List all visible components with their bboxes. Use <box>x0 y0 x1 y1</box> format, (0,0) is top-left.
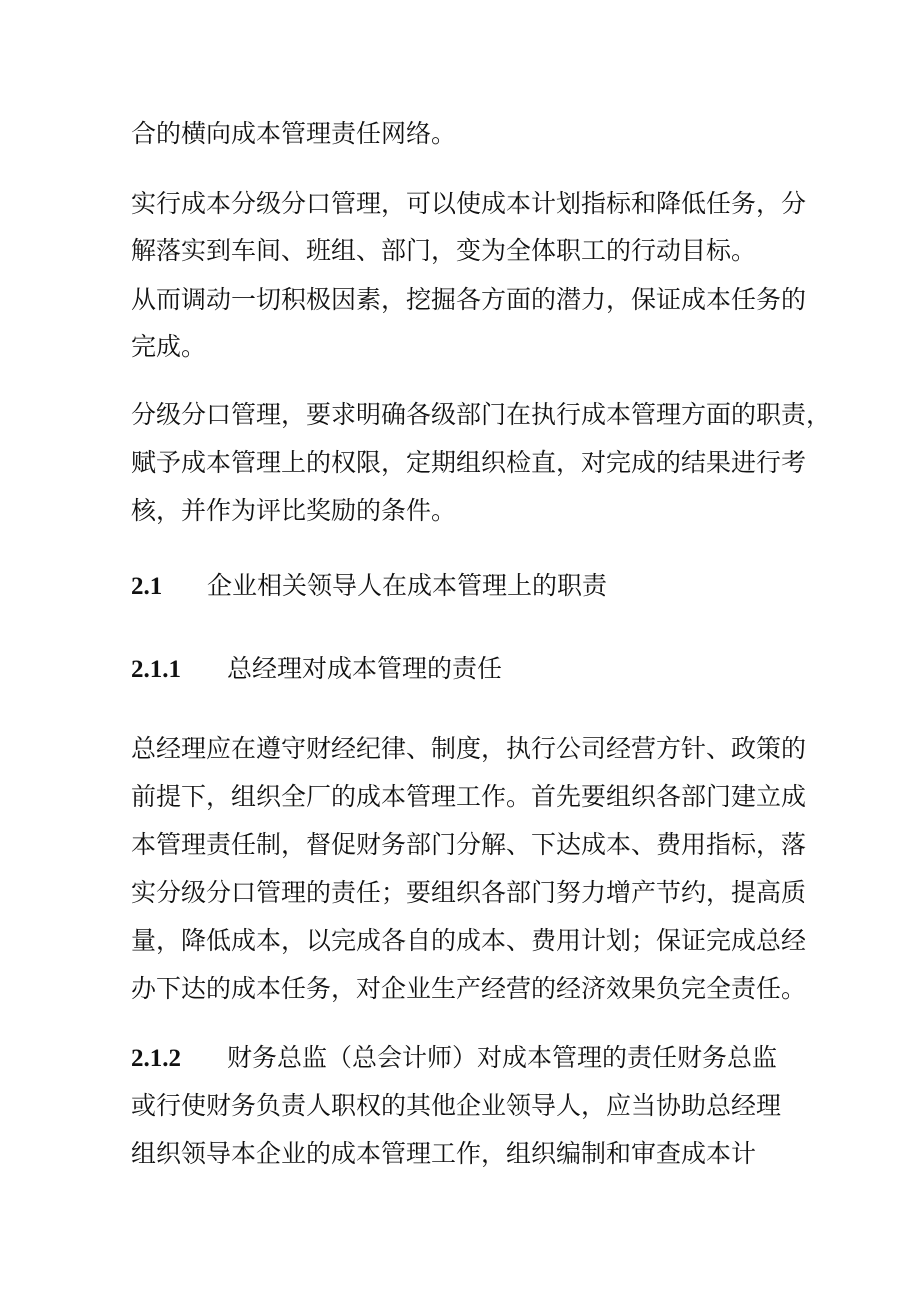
paragraph-line: 实行成本分级分口管理，可以使成本计划指标和降低任务，分 <box>131 189 807 218</box>
paragraph-line: 完成。 <box>131 332 207 361</box>
paragraph-line: 解落实到车间、班组、部门，变为全体职工的行动目标。 <box>131 236 757 265</box>
section-number: 2.1.2 <box>131 1045 181 1072</box>
section-title: 财务总监（总会计师）对成本管理的责任财务总监 <box>226 1043 777 1072</box>
section-heading <box>131 570 607 603</box>
section-title: 企业相关领导人在成本管理上的职责 <box>206 571 607 600</box>
paragraph-line: 分级分口管理，要求明确各级部门在执行成本管理方面的职责， <box>131 400 832 429</box>
paragraph-line: 从而调动一切积极因素，挖掘各方面的潜力，保证成本任务的 <box>131 285 807 314</box>
paragraph-line: 量，降低成本，以完成各自的成本、费用计划；保证完成总经 <box>131 926 807 955</box>
paragraph-line: 本管理责任制，督促财务部门分解、下达成本、费用指标，落 <box>131 830 807 859</box>
paragraph-line: 核，并作为评比奖励的条件。 <box>131 496 457 525</box>
section-heading <box>131 1042 777 1075</box>
paragraph-line: 前提下，组织全厂的成本管理工作。首先要组织各部门建立成 <box>131 782 807 811</box>
paragraph-line: 实分级分口管理的责任；要组织各部门努力增产节约，提高质 <box>131 878 807 907</box>
section-number: 2.1 <box>131 573 163 600</box>
paragraph-line: 组织领导本企业的成本管理工作，组织编制和审查成本计 <box>131 1139 757 1168</box>
paragraph-line: 总经理应在遵守财经纪律、制度，执行公司经营方针、政策的 <box>131 734 807 763</box>
section-heading <box>131 653 502 686</box>
section-number: 2.1.1 <box>131 656 181 683</box>
paragraph-line: 或行使财务负责人职权的其他企业领导人，应当协助总经理 <box>131 1091 782 1120</box>
paragraph-line: 办下达的成本任务，对企业生产经营的经济效果负完全责任。 <box>131 974 807 1003</box>
paragraph-line: 赋予成本管理上的权限，定期组织检直，对完成的结果进行考 <box>131 448 807 477</box>
section-title: 总经理对成本管理的责任 <box>226 654 502 683</box>
paragraph-line: 合的横向成本管理责任网络。 <box>131 119 457 148</box>
